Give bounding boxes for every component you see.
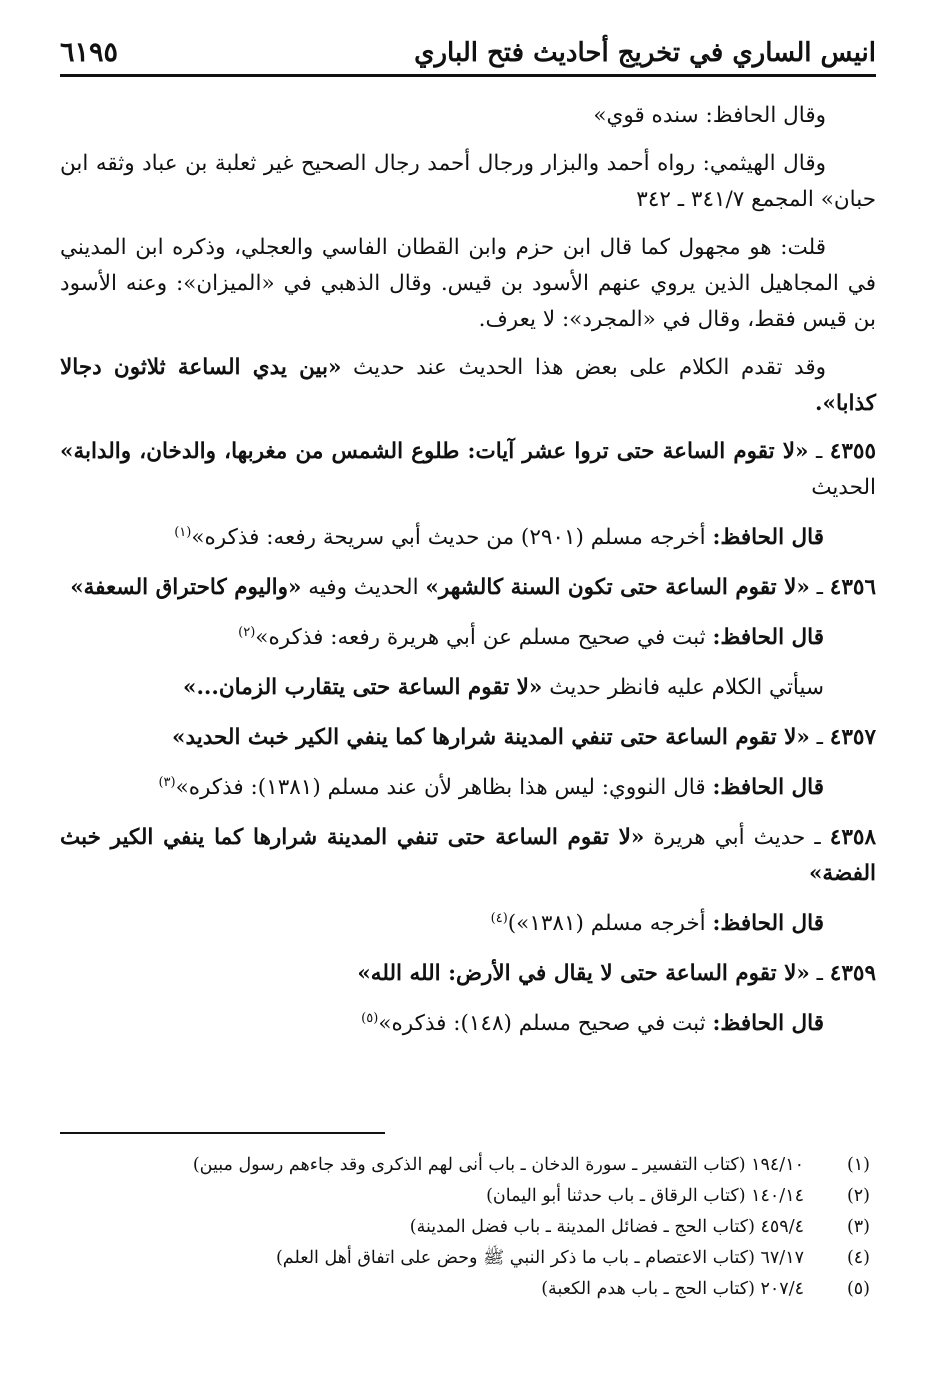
footnote-ref: (٣): [158, 774, 176, 790]
hadith-entry-4356: [60, 570, 876, 606]
entry-dash: ـ: [805, 825, 830, 850]
hafiz-comment-4358: [60, 906, 876, 942]
entry-dash: ـ: [809, 575, 830, 600]
entry-dash: ـ: [809, 961, 830, 986]
hafiz-label: قال الحافظ:: [712, 775, 824, 800]
hafiz-comment-text: ثبت في صحيح مسلم (١٤٨): فذكره»: [378, 1011, 713, 1036]
footnote-ref: (١): [174, 524, 192, 540]
hadith-text-2: «واليوم كاحتراق السعفة»: [70, 575, 302, 600]
hadith-entry-4355: [60, 434, 876, 506]
see-also-4356: [60, 670, 876, 706]
hafiz-comment-4359: [60, 1006, 876, 1042]
page-number: ٦١٩٥: [60, 37, 119, 68]
hadith-entry-4357: [60, 720, 876, 756]
hadith-entry-4358: [60, 820, 876, 892]
paragraph-hafiz-quote: وقال الحافظ: سنده قوي»: [593, 103, 826, 128]
hadith-text: «لا تقوم الساعة حتى لا يقال في الأرض: الله الله»: [357, 961, 810, 986]
hadith-mid: الحديث وفيه: [301, 575, 426, 600]
footnote-item: [60, 1181, 876, 1212]
hafiz-comment-text: أخرجه مسلم (١٣٨١»): [507, 911, 713, 936]
footnote-ref: (٥): [361, 1010, 379, 1026]
see-also-text: سيأتي الكلام عليه فانظر حديث: [542, 675, 824, 700]
hadith-tail: الحديث: [811, 475, 876, 500]
footnote-ref: (٢): [238, 624, 256, 640]
book-title: انيس الساري في تخريج أحاديث فتح الباري: [414, 38, 876, 68]
footnote-number: (٤): [846, 1248, 870, 1268]
hadith-number: ٤٣٥٦: [829, 575, 876, 600]
cross-reference-hadith: «بين يدي الساعة ثلاثون دجالا كذابا».: [60, 355, 876, 416]
hafiz-label: قال الحافظ:: [712, 1011, 824, 1036]
hadith-text: «لا تقوم الساعة حتى تنفي المدينة شرارها كما ينفي الكير خبث الحديد»: [172, 725, 810, 750]
footnote-text: ٦٧/١٧ (كتاب الاعتصام ـ باب ما ذكر النبي ﷺ وحض على اتفاق أهل العلم): [275, 1248, 804, 1268]
footnote-number: (٢): [846, 1186, 870, 1206]
entry-dash: ـ: [809, 725, 830, 750]
hafiz-comment-text: قال النووي: ليس هذا بظاهر لأن عند مسلم (١٣٨١): فذكره»: [175, 775, 713, 800]
running-header: [60, 28, 876, 68]
footnote-text: ٤٥٩/٤ (كتاب الحج ـ فضائل المدينة ـ باب فضل المدينة): [409, 1217, 804, 1237]
footnotes: [60, 1150, 876, 1305]
hadith-text: «لا تقوم الساعة حتى تنفي المدينة شرارها كما ينفي الكير خبث الفضة»: [60, 825, 876, 886]
hadith-entry-4359: [60, 956, 876, 992]
hafiz-label: قال الحافظ:: [712, 625, 824, 650]
footnote-number: (١): [846, 1155, 870, 1175]
paragraph-cross-reference: [60, 350, 876, 422]
header-rule: [60, 74, 876, 77]
footnote-item: [60, 1212, 876, 1243]
hafiz-comment-4355: [60, 520, 876, 556]
footnote-separator: [60, 1132, 385, 1134]
entry-dash: ـ: [808, 439, 830, 464]
footnote-text: ١٩٤/١٠ (كتاب التفسير ـ سورة الدخان ـ باب أنى لهم الذكرى وقد جاءهم رسول مبين): [192, 1155, 804, 1175]
hadith-number: ٤٣٥٩: [829, 961, 876, 986]
footnote-ref: (٤): [490, 910, 508, 926]
hafiz-comment-text: أخرجه مسلم (٢٩٠١) من حديث أبي سريحة رفعه: فذكره»: [191, 525, 713, 550]
paragraph-haythami: وقال الهيثمي: رواه أحمد والبزار ورجال أحمد رجال الصحيح غير ثعلبة بن عباد وثقه ابن حبان» المجمع ٣٤١/٧ ـ ٣٤٢: [60, 151, 876, 212]
hadith-number: ٤٣٥٥: [829, 439, 876, 464]
hafiz-comment-4356: [60, 620, 876, 656]
hafiz-label: قال الحافظ:: [712, 525, 824, 550]
cross-reference-text: وقد تقدم الكلام على بعض هذا الحديث عند حديث: [341, 355, 826, 380]
footnote-text: ١٤٠/١٤ (كتاب الرقاق ـ باب حدثنا أبو اليمان): [486, 1186, 804, 1206]
footnote-item: [60, 1274, 876, 1305]
footnote-item: [60, 1150, 876, 1181]
hafiz-label: قال الحافظ:: [712, 911, 824, 936]
footnote-item: [60, 1243, 876, 1274]
main-text: [60, 98, 876, 1056]
hadith-text: «لا تقوم الساعة حتى تروا عشر آيات: طلوع الشمس من مغربها، والدخان، والدابة»: [60, 439, 809, 464]
footnote-number: (٣): [846, 1217, 870, 1237]
footnote-number: (٥): [846, 1279, 870, 1299]
paragraph-author-comment: قلت: هو مجهول كما قال ابن حزم وابن القطان الفاسي والعجلي، وذكره ابن المديني في المجاهيل الذين يروي عنهم الأسود بن قيس. وقال الذهبي في «الميزان»: وعنه الأسود بن قيس فقط، وقال في «المجرد»: لا يعرف.: [60, 235, 876, 332]
footnote-text: ٢٠٧/٤ (كتاب الحج ـ باب هدم الكعبة): [541, 1279, 804, 1299]
book-page: [60, 0, 876, 1384]
hafiz-comment-text: ثبت في صحيح مسلم عن أبي هريرة رفعه: فذكره»: [255, 625, 713, 650]
hafiz-comment-4357: [60, 770, 876, 806]
hadith-number: ٤٣٥٨: [829, 825, 876, 850]
see-also-hadith: «لا تقوم الساعة حتى يتقارب الزمان...»: [183, 675, 543, 700]
hadith-intro: حديث أبي هريرة: [644, 825, 806, 850]
hadith-number: ٤٣٥٧: [829, 725, 876, 750]
hadith-text: «لا تقوم الساعة حتى تكون السنة كالشهر»: [425, 575, 810, 600]
